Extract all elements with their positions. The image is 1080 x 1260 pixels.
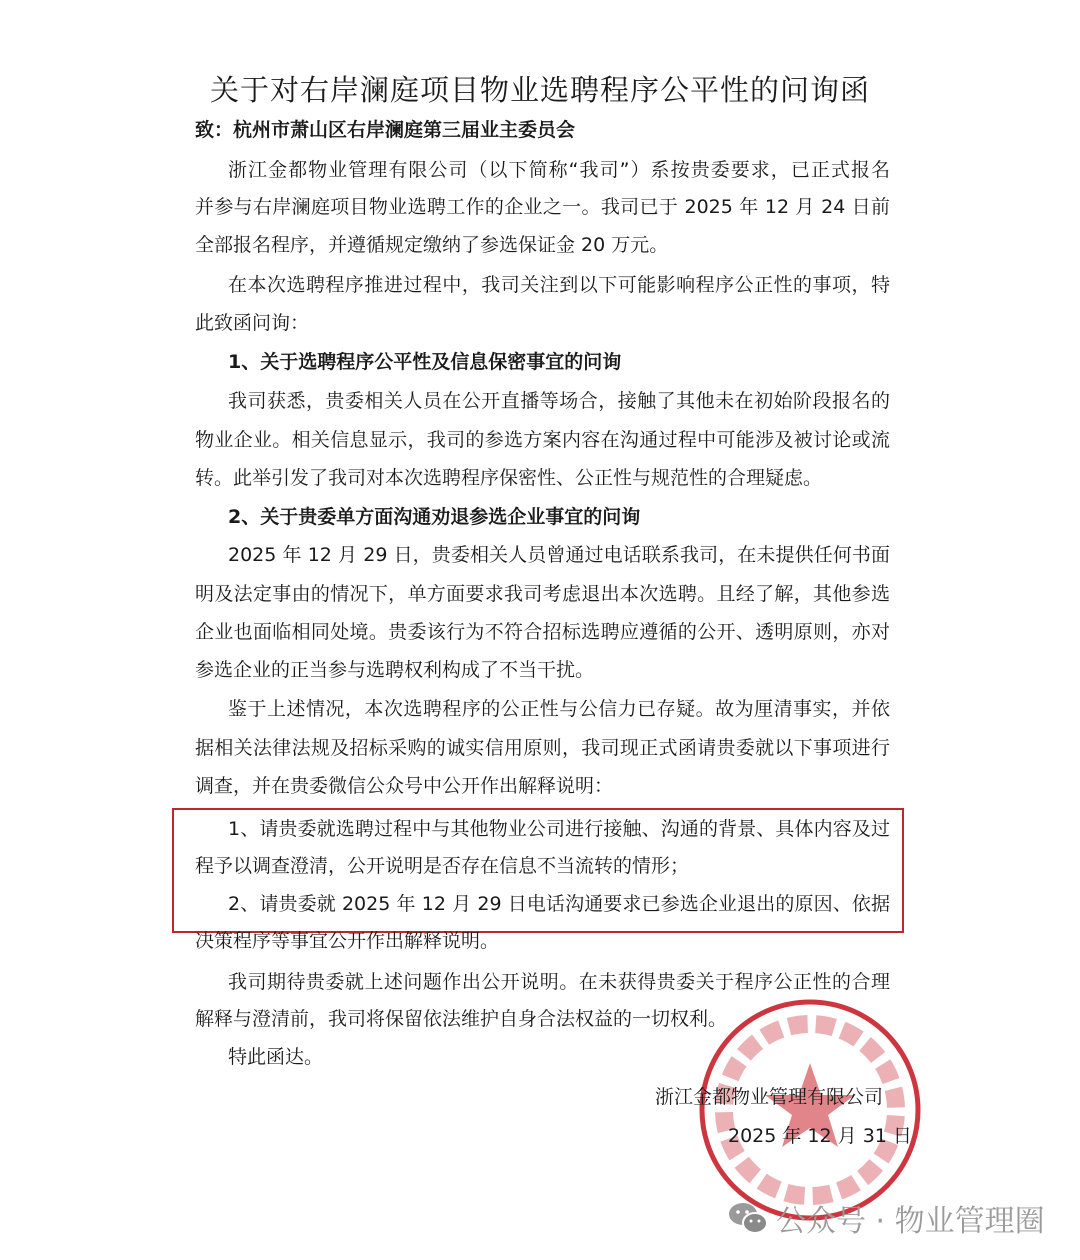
paragraph-line: 物业企业。相关信息显示，我司的参选方案内容在沟通过程中可能涉及被讨论或流	[195, 429, 890, 451]
paragraph-line: 明及法定事由的情况下，单方面要求我司考虑退出本次选聘。且经了解，其他参选	[195, 583, 890, 605]
closing-line: 特此函达。	[228, 1046, 324, 1068]
paragraph-line: 全部报名程序，并遵循规定缴纳了参选保证金 20 万元。	[195, 234, 669, 256]
paragraph-line: 我司期待贵委就上述问题作出公开说明。在未获得贵委关于程序公正性的合理	[228, 971, 890, 993]
watermark-text: 公众号 · 物业管理圈	[776, 1204, 1045, 1239]
paragraph-line: 2025 年 12 月 29 日，贵委相关人员曾通过电话联系我司，在未提供任何书面	[228, 544, 890, 566]
paragraph-line: 解释与澄清前，我司将保留依法维护自身合法权益的一切权利。	[195, 1008, 728, 1030]
section-heading: 2、关于贵委单方面沟通劝退参选企业事宜的问询	[228, 506, 641, 528]
signature-company: 浙江金都物业管理有限公司	[655, 1086, 884, 1108]
signature-date: 2025 年 12 月 31 日	[728, 1125, 912, 1147]
paragraph-line: 企业也面临相同处境。贵委该行为不符合招标选聘应遵循的公开、透明原则，亦对	[195, 621, 890, 643]
paragraph-line: 在本次选聘程序推进过程中，我司关注到以下可能影响程序公正性的事项，特	[228, 274, 890, 296]
request-item: 2、请贵委就 2025 年 12 月 29 日电话沟通要求已参选企业退出的原因、依据	[228, 893, 890, 915]
paragraph-line: 并参与右岸澜庭项目物业选聘工作的企业之一。我司已于 2025 年 12 月 24 日前	[195, 196, 890, 218]
paragraph-line: 调查，并在贵委微信公众号中公开作出解释说明：	[195, 775, 614, 797]
paragraph-line: 浙江金都物业管理有限公司（以下简称“我司”）系按贵委要求，已正式报名	[228, 159, 890, 181]
paragraph-line: 我司获悉，贵委相关人员在公开直播等场合，接触了其他未在初始阶段报名的	[228, 390, 890, 412]
letter-title: 关于对右岸澜庭项目物业选聘程序公平性的问询函	[209, 73, 870, 107]
section-heading: 1、关于选聘程序公平性及信息保密事宜的问询	[228, 351, 622, 373]
paragraph-line: 鉴于上述情况，本次选聘程序的公正性与公信力已存疑。故为厘清事实，并依	[228, 698, 890, 720]
watermark	[728, 1196, 1045, 1240]
request-item: 程予以调查澄清，公开说明是否存在信息不当流转的情形；	[195, 855, 690, 877]
paragraph-line: 参选企业的正当参与选聘权利构成了不当干扰。	[195, 659, 595, 681]
recipient-line: 致：杭州市萧山区右岸澜庭第三届业主委员会	[195, 119, 576, 141]
request-item: 决策程序等事宜公开作出解释说明。	[195, 930, 500, 952]
paragraph-line: 据相关法律法规及招标采购的诚实信用原则，我司现正式函请贵委就以下事项进行	[195, 737, 890, 759]
request-item: 1、请贵委就选聘过程中与其他物业公司进行接触、沟通的背景、具体内容及过	[228, 818, 890, 840]
paragraph-line: 转。此举引发了我司对本次选聘程序保密性、公正性与规范性的合理疑虑。	[195, 467, 823, 489]
wechat-icon	[728, 1201, 768, 1235]
paragraph-line: 此致函问询：	[195, 312, 310, 334]
